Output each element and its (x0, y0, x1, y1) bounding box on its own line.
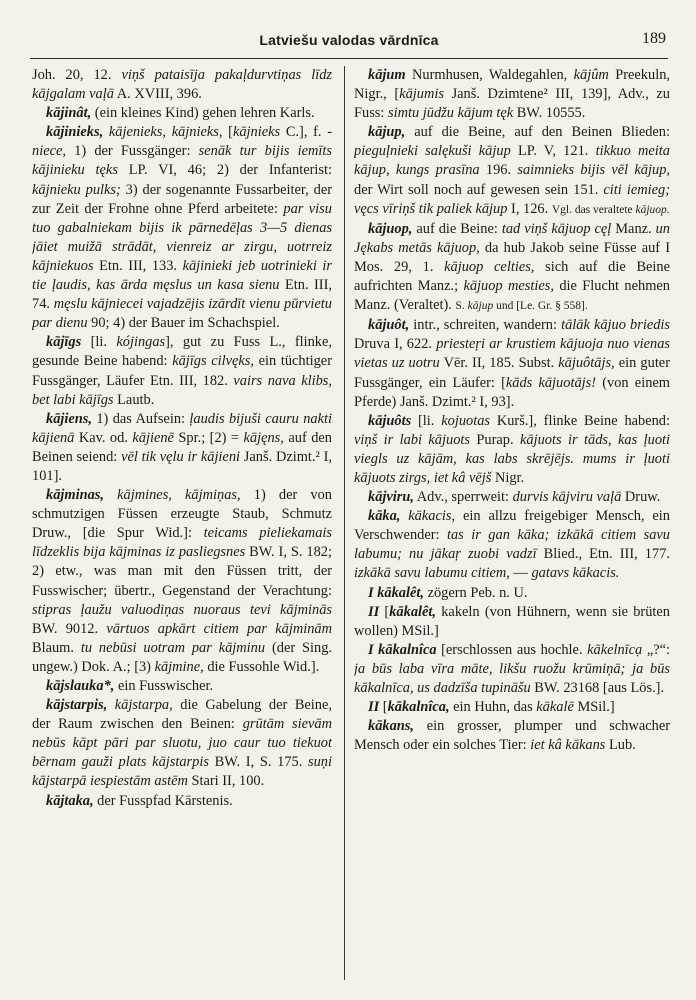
entry-example: kājenieks, kājnieks, (108, 124, 223, 141)
entry-text: C.], f. (280, 124, 328, 141)
entry-headword: kājuôts (368, 412, 412, 429)
dictionary-entry (32, 123, 332, 333)
entry-text: (von einem Pferde) Janš. Dzimt.² I, 93]. (354, 374, 670, 410)
entry-text: [li. (81, 334, 117, 351)
entry-text (104, 487, 117, 503)
entry-example: kājmine, (154, 658, 204, 675)
entry-headword: kājiens, (46, 410, 92, 427)
entry-headword: kājup, (368, 124, 406, 141)
entry-example: vēl tik vęlu ir kājieni (121, 448, 241, 465)
entry-example: saimnieks bijis vēl kājup, (517, 162, 670, 179)
entry-note: und [Le. Gr. § 558]. (493, 300, 588, 313)
entry-example: suņi kājstarpā iespiestām astēm (32, 754, 332, 790)
dictionary-entry (354, 641, 670, 698)
entry-text: Lub. (605, 737, 636, 754)
entry-text: BW. I, S. 182; 2) etw., was man mit den Füssen tritt, der Fusswischer; übertr., Gegenstand der Verachtung: (32, 544, 332, 599)
entry-headword: II (368, 603, 380, 620)
entry-example: kājuop mesties, (463, 278, 554, 295)
entry-example: viņš ir labi kājuots (354, 431, 470, 448)
entry-headword: kājum (368, 67, 406, 83)
entry-example: tad viņš kājuop cęļ (501, 220, 612, 237)
entry-note: S. (455, 300, 468, 313)
dictionary-entry (32, 486, 332, 677)
entry-text: da hub Jakob seine Füsse auf I Mos. 29, 1. (354, 239, 670, 275)
entry-text: ein guter Fussgänger, ein Läufer: [ (354, 355, 670, 391)
entry-example: senāk tur bijis iemīts kājinieku tęks (32, 143, 332, 179)
entry-example: tu nebūsi uotram par kājminu (80, 639, 266, 656)
dictionary-entry (354, 603, 670, 641)
entry-example: kājstarpa, (114, 697, 173, 714)
entry-text: auf den Beinen seiend: (32, 429, 332, 465)
dictionary-entry (354, 717, 670, 755)
entry-text: der Fusspfad Kārstenis. (93, 792, 233, 809)
entry-text: auf die Beine, auf den Beinen Blieden: (405, 124, 670, 141)
entry-example: tas ir gan kāka; izkākā citiem savu labumu; nu jākaŗ zuobi vadzī (354, 527, 670, 563)
entry-text: „?“: (642, 641, 670, 658)
entry-text: die Flucht nehmen Manz. (Veraltet). (354, 278, 670, 314)
entry-headword: kākalnîca, (387, 699, 450, 716)
entry-text: Spr.; [2) = (173, 429, 244, 446)
entry-text: LP. V, 121. (510, 143, 596, 160)
entry-example: kājmines, kājmiņas, (117, 487, 241, 504)
entry-headword: I kākalnîca (368, 641, 437, 658)
entry-example: kājnieks (232, 124, 281, 141)
entry-example: kājienē (132, 429, 174, 446)
entry-text: sich auf die Beine aufrichten Manz.; (354, 258, 670, 295)
dictionary-entry (354, 584, 670, 603)
entry-headword: kākalêt, (389, 603, 436, 620)
entry-text: Manz. (611, 220, 656, 237)
dictionary-entry (32, 677, 332, 696)
entry-text: BW. I, S. 175. (208, 754, 308, 771)
entry-text: ], gut zu Fuss L., flinke, gesunde Beine habend: (32, 334, 332, 370)
entry-example: kājûm (573, 67, 609, 83)
entry-text: Vēr. II, 185. Subst. (439, 355, 559, 372)
entry-text: BW. 9012. (32, 620, 107, 637)
entry-example: męslu kājniecei vajadzējis izārdīt vienu pūrvietu par dienu (32, 296, 332, 332)
entry-text: 196. (479, 162, 518, 179)
entry-text (107, 697, 115, 713)
left-column (32, 66, 332, 980)
entry-text: Blaum. (32, 639, 81, 656)
entry-text: MSil.] (573, 699, 615, 716)
entry-headword: I kākalêt, (368, 584, 424, 601)
entry-example: priesteŗi ar krustiem kājuoja nuo vienas vietas uz uotru (354, 336, 670, 372)
entry-text: Nigr. (491, 469, 525, 486)
dictionary-entry (354, 66, 670, 123)
entry-text: intr., schreiten, wandern: (409, 317, 562, 334)
entry-note: Vgl. das veraltete (551, 203, 636, 216)
entry-example: kāds kājuotājs! (505, 374, 597, 391)
entry-example: kājumis (399, 86, 444, 103)
entry-headword: kājinieks, (46, 124, 104, 141)
entry-headword: kājslauka*, (46, 678, 115, 694)
entry-example: gatavs kākacis. (531, 565, 620, 582)
entry-text: [ (379, 699, 388, 716)
entry-note: kājuop. (635, 203, 670, 216)
entry-text: 3) der sogenannte Fussarbeiter, der zur Zeit der Frohne ohne Pferd arbeitete: (32, 181, 332, 217)
entry-example: izkākā savu labumu citiem, (354, 565, 510, 582)
entry-headword: kājstarpis, (46, 697, 108, 714)
text-columns (32, 66, 670, 980)
entry-text: der Wirt soll noch auf gewesen sein 151. (354, 181, 604, 198)
entry-example: ļaudis bijuši cauru nakti kājienā (32, 410, 332, 446)
entry-text: A. XVIII, 396. (113, 86, 202, 103)
entry-example: kojuotas (441, 412, 491, 429)
entry-example: kājęns, (243, 429, 284, 446)
entry-text: [li. (411, 412, 442, 429)
entry-headword: II (368, 699, 380, 716)
entry-text: Adv., sperrweit: (413, 489, 513, 506)
entry-text: Kurš.], flinke Beine habend: (490, 412, 670, 429)
entry-text: ein allzu freigebiger Mensch, ein Verschwender: (354, 508, 670, 544)
dictionary-entry (354, 412, 670, 488)
entry-text: BW. 23168 [aus Lös.]. (530, 680, 665, 696)
entry-text: BW. 10555. (513, 105, 586, 122)
entry-text: Blied., Etn. III, 177. (536, 546, 670, 563)
entry-text: Stari II, 100. (187, 773, 265, 790)
entry-note: kājup (467, 300, 494, 313)
entry-example: par visu tuo gabalniekam bijis ik pārnedēļas 3—5 dienas jāiet muižā strādāt, vienreiz ar zirgu, uotrreiz kājniekuos (32, 200, 332, 274)
dictionary-entry (32, 696, 332, 791)
entry-example: vārtuos apkārt citiem par kājminām (106, 620, 332, 637)
entry-headword: kājīgs (46, 334, 82, 351)
entry-example: kājīgs cilvęks, (172, 353, 254, 370)
entry-text: kakeln (von Hühnern, wenn sie brüten wollen) MSil.] (354, 603, 670, 639)
entry-example: un Jękabs metās kājuop, (354, 220, 670, 256)
entry-text: [ (222, 124, 233, 141)
entry-example: simtu jūdžu kājum tęk (388, 105, 514, 122)
entry-example: tālāk kājuo briedis (561, 317, 670, 334)
dictionary-entry (32, 66, 332, 104)
entry-example: grūtām sievām nebūs kāpt pāri par sluotu, juo caur tuo tiekuot bērnam gauži plats kājstarpis (32, 716, 332, 771)
entry-example: citi iemieg; vęcs vīriņš tik paliek kājup (354, 181, 670, 217)
entry-example: stipras ļaužu valuodiņas nuoraus tevi kājminās (32, 601, 332, 618)
entry-example: kājuôtājs, (558, 355, 615, 372)
entry-headword: kājtaka, (46, 792, 94, 809)
entry-text: (der Sing. ungew.) Dok. A.; [3) (32, 639, 332, 675)
entry-text: 1) der von schmutzigen Füssen erzeugte Staub, Schmutz Druw., [die Spur Wid.]: (32, 487, 332, 542)
entry-example: pieguļnieki salękuši kājup (354, 143, 511, 160)
entry-example: kājuots ir tāds, kas ļuoti viegls uz kājām, kas labs skrējējs. mums ir ļuoti kājuots zirgs, iet kâ vējš (354, 431, 670, 486)
entry-text: Janš. Dzimtene² III, 139], Adv., zu Fuss: (354, 86, 670, 122)
entry-text: Lautb. (113, 391, 155, 408)
entry-headword: kājinât, (46, 105, 92, 122)
entry-text: (ein kleines Kind) gehen lehren Karls. (91, 105, 315, 122)
entry-example: kājinieki jeb uotrinieki ir tie ļaudis, kas ārda męslus un kasa sienu (32, 257, 332, 294)
entry-example: kākacis, (408, 508, 456, 525)
entry-text: 1) das Aufsein: (91, 410, 190, 427)
entry-example: tikkuo meita kājup, kungs prasīna (354, 143, 670, 179)
entry-example: durvis kājviru vaļā (512, 489, 622, 506)
entry-headword: kājuop, (368, 220, 413, 237)
entry-headword: kāka, (368, 508, 401, 525)
entry-text: I, 126. (507, 200, 552, 217)
entry-text: Joh. 20, 12. (32, 67, 122, 83)
entry-text: — (509, 565, 532, 582)
column-divider (344, 66, 345, 980)
entry-example: kójingas (116, 334, 166, 351)
entry-example: vairs nava klibs, bet labi kājīgs (32, 372, 332, 408)
dictionary-entry (354, 698, 670, 717)
entry-example: iet kâ kākans (530, 737, 606, 754)
entry-text: Druw. (621, 489, 661, 506)
dictionary-entry (32, 410, 332, 486)
right-column (354, 66, 670, 980)
dictionary-entry (354, 316, 670, 411)
dictionary-entry (354, 123, 670, 219)
running-title: Latviešu valodas vārdnīca (259, 32, 439, 48)
entry-headword: kākans, (368, 718, 414, 735)
dictionary-entry (32, 792, 332, 811)
entry-text: Kav. od. (74, 429, 133, 446)
entry-example: kājuop celties, (444, 258, 535, 275)
entry-text: die Fussohle Wid.]. (203, 658, 320, 675)
entry-headword: kājuôt, (368, 317, 410, 334)
dictionary-entry (32, 104, 332, 123)
entry-text: ein Fusswischer. (114, 678, 214, 694)
entry-text: Nurmhusen, Waldegahlen, (405, 67, 574, 83)
page-header (30, 30, 668, 59)
entry-example: viņš pataisīja pakaļdurvtiņas līdz kājgalam vaļā (32, 67, 332, 103)
entry-text: [ (379, 603, 390, 620)
dictionary-entry (354, 488, 670, 507)
entry-text: auf die Beine: (412, 220, 502, 237)
entry-text: Druva I, 622. (354, 336, 437, 353)
dictionary-entry (354, 220, 670, 316)
entry-text: ein grosser, plumper und schwacher Mensch oder ein solches Tier: (354, 718, 670, 754)
entry-headword: kājviru, (368, 489, 414, 506)
entry-text: Etn. III, 74. (32, 277, 332, 313)
entry-text: [erschlossen aus hochle. (436, 641, 588, 658)
page-number: 189 (642, 30, 666, 47)
entry-text: Etn. III, 133. (93, 257, 183, 274)
entry-text: Preekuln, Nigr., [ (354, 67, 670, 103)
dictionary-entry (354, 507, 670, 583)
entry-example: -niece, (32, 124, 332, 160)
entry-text: ein tüchtiger Fussgänger, Läufer Etn. III, 182. (32, 353, 332, 389)
entry-example: kājnieku pulks; (32, 181, 121, 198)
entry-example: teicams pieliekamais līdzeklis bija kājminas iz pasliegsnes (32, 525, 332, 561)
entry-text: ein Huhn, das (449, 699, 537, 716)
entry-headword: kājminas, (46, 487, 104, 504)
entry-example: kākalē (536, 699, 574, 716)
entry-text: die Gabelung der Beine, der Raum zwischen den Beinen: (32, 697, 332, 733)
entry-text: zögern Peb. n. U. (423, 584, 528, 601)
entry-text: 1) der Fussgänger: (65, 143, 199, 160)
entry-text: Purap. (470, 431, 521, 448)
entry-example: kākelnīcạ (587, 641, 643, 658)
dictionary-entry (32, 333, 332, 409)
entry-text: 90; 4) der Bauer im Schachspiel. (87, 315, 280, 332)
entry-example: ja būs laba vīra māte, likšu ruožu krūmiņā; ja būs kākalnīca, us dadzīša tupināšu (354, 660, 670, 696)
entry-text: Janš. Dzimt.² I, 101]. (32, 448, 332, 484)
entry-text: LP. VI, 46; 2) der Infanterist: (117, 162, 332, 179)
